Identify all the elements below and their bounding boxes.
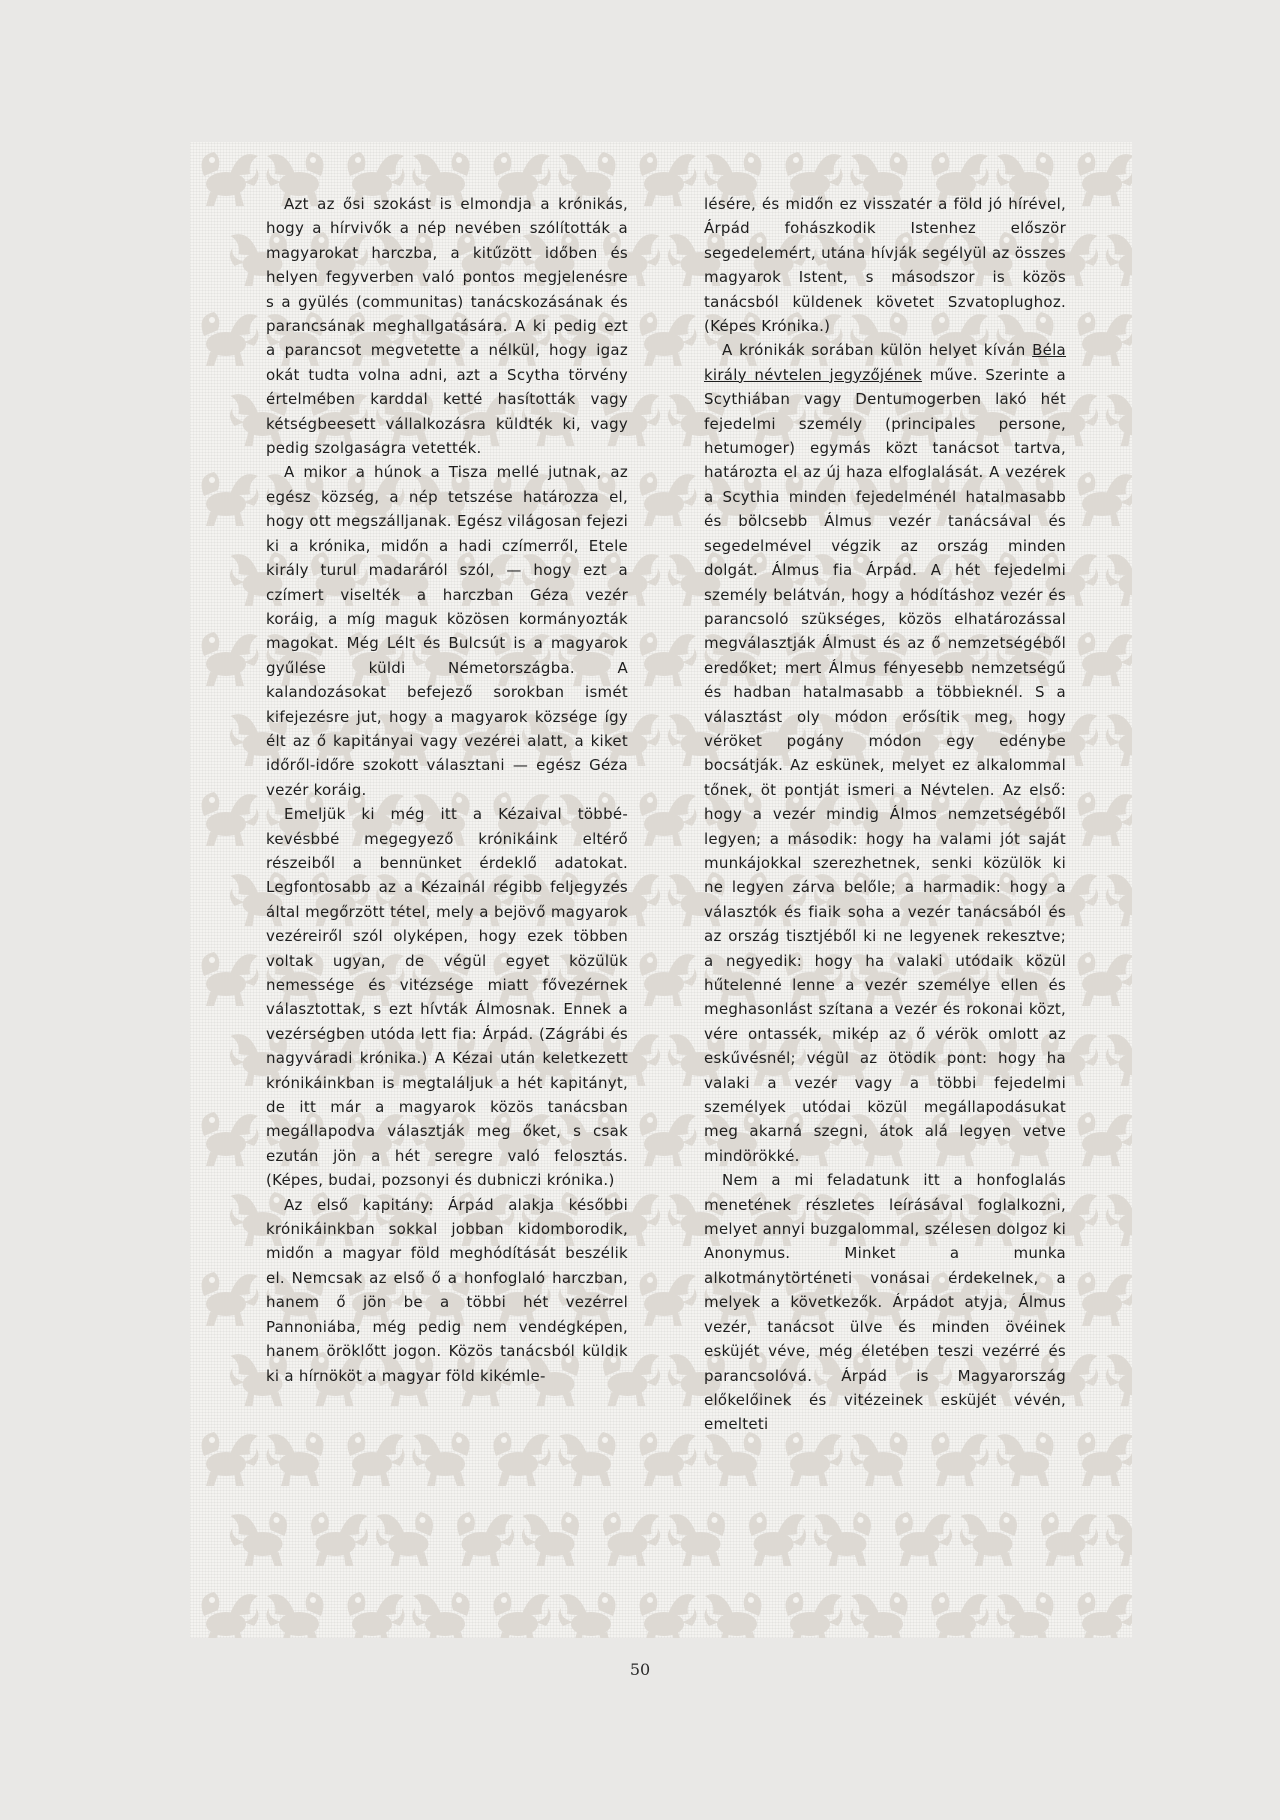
griffin-motif-icon — [1078, 792, 1132, 846]
griffin-motif-icon — [202, 952, 259, 1006]
griffin-motif-icon — [1078, 152, 1132, 206]
page-frame — [190, 142, 1132, 1638]
griffin-motif-icon — [1106, 1512, 1132, 1566]
paragraph: Emeljük ki még itt a Kézaival többé-kevésbbé megegyező krónikáink eltérő részeiből a bennünket érdeklő adatokat. Legfontosabb az a Kézainál régibb feljegyzés által megőrzött tétel, mely a bejövő magyarok vezéreiről szól olyképen, hogy ezek többen voltak ugyan, de végül egyet közülük nemessége és vitézsége miatt fővezérnek választottak, s ezt hívták Álmosnak. Ennek a vezérségben utóda lett fia: Árpád. (Zágrábi és nagyváradi krónika.) A Kézai után keletkezett krónikáinkban is megtaláljuk a hét kapitányt, de itt már a magyarok közös tanácsban megállapodva választják meg őket, s csak ezután jön a hét seregre való felosztás. (Képes, budai, pozsonyi és dubniczi krónika.) — [266, 805, 628, 1190]
text-area — [266, 192, 1066, 1562]
griffin-motif-icon — [1078, 312, 1132, 366]
griffin-motif-icon — [704, 1592, 761, 1638]
griffin-motif-icon — [1078, 472, 1132, 526]
griffin-motif-icon — [202, 312, 259, 366]
griffin-motif-icon — [850, 1592, 907, 1638]
text-span: A krónikák sorában külön helyet kíván — [722, 341, 1026, 360]
griffin-motif-icon — [1106, 1352, 1132, 1406]
griffin-motif-icon — [1078, 1592, 1132, 1638]
griffin-motif-icon — [494, 1592, 551, 1638]
griffin-motif-icon — [202, 1432, 259, 1486]
griffin-motif-icon — [1106, 1032, 1132, 1086]
griffin-motif-icon — [202, 1112, 259, 1166]
griffin-motif-icon — [202, 1272, 259, 1326]
griffin-motif-icon — [202, 792, 259, 846]
page-number: 50 — [629, 1660, 651, 1679]
griffin-motif-icon — [1106, 552, 1132, 606]
griffin-motif-icon — [1106, 872, 1132, 926]
griffin-motif-icon — [202, 1592, 259, 1638]
griffin-motif-icon — [1078, 952, 1132, 1006]
griffin-motif-icon — [558, 1592, 615, 1638]
paragraph — [704, 338, 1066, 1168]
griffin-motif-icon — [640, 1592, 697, 1638]
griffin-motif-icon — [1106, 712, 1132, 766]
paragraph: Azt az ősi szokást is elmondja a krónikás, hogy a hírvivők a nép nevében szólították a magyarokat harczba, a kitűzött időben és helyen fegyverben való pontos megjelenésre s a gyülés (communitas) tanácskozásának és parancsának meghallgatására. A ki pedig ezt a parancsot megvetette a nélkül, hogy igaz okát tudta volna adni, azt a Scytha törvény értelmében karddal ketté hasították vagy kétségbeesett vállalkozásra küldték ki, vagy pedig szolgaságra vetették. — [266, 195, 628, 458]
underlined-title: Béla király névtelen jegyzőjének — [704, 341, 1066, 384]
left-column — [266, 192, 628, 1562]
text-span: műve. Szerinte a Scythiában vagy Dentumogerben lakó hét fejedelmi személy (principales persone, hetumoger) egymás közt tanácsot tartva, határozta el az új haza elfoglalását. A vezérek a Scythia minden fejedelménél hatalmasabb és bölcsebb Álmus vezér tanácsával és segedelmével végzik az ország minden dolgát. Álmus fia Árpád. A hét fejedelmi személy belátván, hogy a hódításhoz vezér és parancsoló szükséges, közös elhatározással megválasztják Álmust és az ő nemzetségéből eredőket; mert Álmus fényesebb nemzetségű és hadban hatalmasabb a többieknél. S a választást oly módon erősítik meg, hogy véröket pogány módon egy edénybe bocsátják. Az eskünek, melyet ez alkalommal tőnek, öt pontját ismeri a Névtelen. Az első: hogy a vezér mindig Álmos nemzetségéből legyen; a második: hogy ha valami jót saját munkájokkal szerezhetnek, senki közülök ki ne legyen zárva belőle; a harmadik: hogy a választók és fiaik soha a vezér tanácsából és az ország tisztjéből ki ne legyenek rekesztve; a negyedik: hogy ha valaki utódaik közül hűtelenné lenne a vezér személye ellen és meghasonlást szítana a vezér és rokonai közt, vére ontassék, mikép az ő vérök omlott az eskűvésnél; végül az ötödik pont: hogy ha valaki a vezér vagy a többi fejedelmi személyek utódai közül megállapodásukat meg akarná szegni, átok alá legyen vetve mindörökké. — [704, 365, 1066, 1165]
griffin-motif-icon — [932, 1592, 989, 1638]
griffin-motif-icon — [202, 472, 259, 526]
griffin-motif-icon — [1106, 392, 1132, 446]
griffin-motif-icon — [348, 1592, 405, 1638]
griffin-motif-icon — [202, 152, 259, 206]
griffin-motif-icon — [1078, 1272, 1132, 1326]
paragraph: A mikor a húnok a Tisza mellé jutnak, az egész község, a nép tetszése határozza el, hogy ott megszálljanak. Egész világosan fejezi ki a krónika, midőn a hadi czímerről, Etele király turul madaráról szól, — hogy ezt a czímert viselték a harczban Géza vezér koráig, a míg maguk közösen kormányozták magokat. Még Lélt és Bulcsút is a magyarok gyűlése küldi Németországba. A kalandozásokat befejező sorokban ismét kifejezésre jut, hogy a magyarok községe így élt az ő kapitányai vagy vezérei alatt, a kiket időről-időre szokott választani — egész Géza vezér koráig. — [266, 463, 628, 799]
paragraph: lésére, és midőn ez visszatér a föld jó hírével, Árpád fohászkodik Istenhez először segedelemért, utána hívják segélyül az összes magyarok Istent, s másodszor is közös tanácsból küldenek követet Szvatoplughoz. (Képes Krónika.) — [704, 195, 1066, 336]
griffin-motif-icon — [1106, 1192, 1132, 1246]
griffin-motif-icon — [202, 632, 259, 686]
griffin-motif-icon — [412, 1592, 469, 1638]
griffin-motif-icon — [266, 1592, 323, 1638]
griffin-motif-icon — [1078, 632, 1132, 686]
griffin-motif-icon — [1078, 1112, 1132, 1166]
griffin-motif-icon — [1106, 232, 1132, 286]
griffin-motif-icon — [996, 1592, 1053, 1638]
griffin-motif-icon — [1078, 1432, 1132, 1486]
paragraph: Nem a mi feladatunk itt a honfoglalás menetének részletes leírásával foglalkozni, melyet annyi buzgalommal, szélesen dolgoz ki Anonymus. Minket a munka alkotmánytörténeti vonásai érdekelnek, a melyek a következők. Árpádot atyja, Álmus vezér, tanácsot ülve és minden övéinek esküjét véve, még életében teszi vezérré és parancsolóvá. Árpád is Magyarország előkelőinek és vitézeinek esküjét vévén, emelteti — [704, 1171, 1066, 1434]
paragraph: Az első kapitány: Árpád alakja későbbi krónikáinkban sokkal jobban kidomborodik, midőn a magyar föld meghódítását beszélik el. Nemcsak az első ő a honfoglaló harczban, hanem ő jön be a többi hét vezérrel Pannoniába, még pedig nem vendégképen, hanem öröklőtt jogon. Közös tanácsból küldik ki a hírnököt a magyar föld kikémle- — [266, 1195, 628, 1385]
griffin-motif-icon — [786, 1592, 843, 1638]
right-column — [704, 192, 1066, 1562]
